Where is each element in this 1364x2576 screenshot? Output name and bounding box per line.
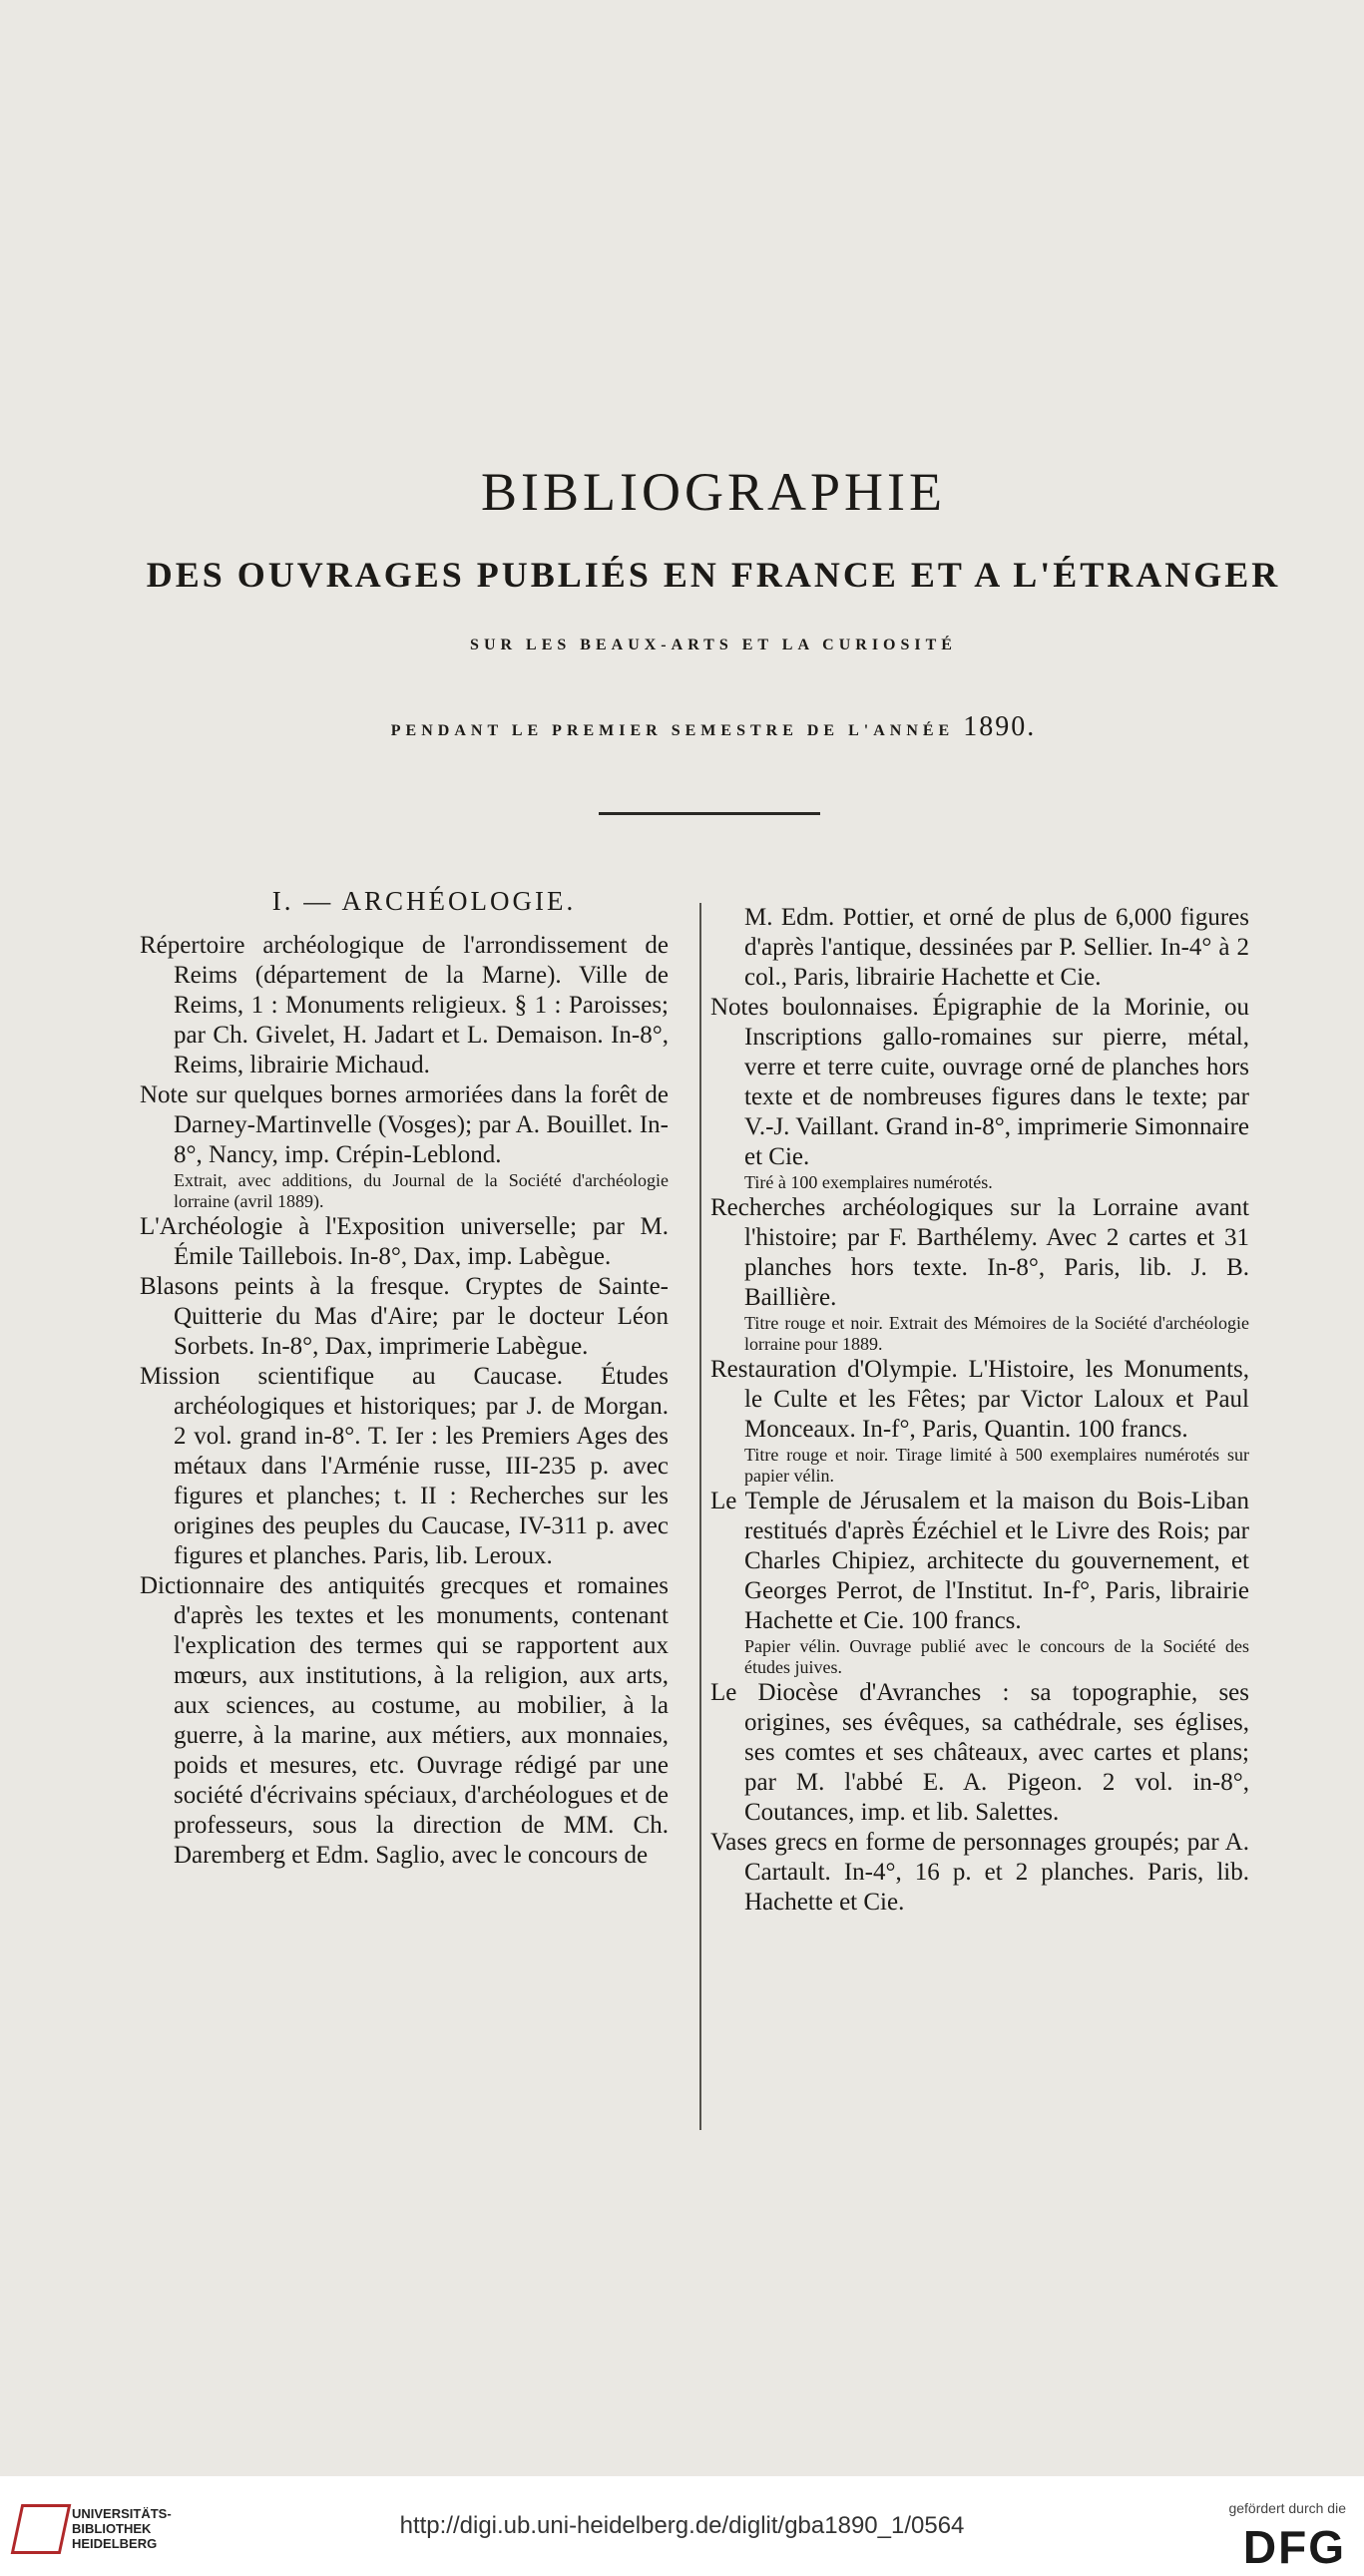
left-column <box>140 886 669 1871</box>
logo-line: BIBLIOTHEK <box>72 2521 152 2536</box>
bibliography-entry: Dictionnaire des antiquités grecques et romaines d'après les textes et les monuments, contenant l'explication des termes qui se rapportent aux mœurs, aux institutions, à la religion, aux arts, aux sciences, au costume, au mobilier, à la guerre, à la marine, aux métiers, aux monnaies, poids et mesures, etc. Ouvrage rédigé par une société d'écrivains spéciaux, d'archéologues et de professeurs, sous la direction de MM. Ch. Daremberg et Edm. Saglio, avec le concours de <box>140 1572 669 1869</box>
bibliography-entry: Restauration d'Olympie. L'Histoire, les Monuments, le Culte et les Fêtes; par Victor Laloux et Paul Monceaux. In-f°, Paris, Quantin. 100 francs. <box>710 1356 1249 1443</box>
subtitle-line: SUR LES BEAUX-ARTS ET LA CURIOSITÉ <box>470 637 957 653</box>
bibliography-entry: L'Archéologie à l'Exposition universelle; par M. Émile Taillebois. In-8°, Dax, imp. Labègue. <box>140 1213 669 1270</box>
bibliography-entry: Notes boulonnaises. Épigraphie de la Morinie, ou Inscriptions gallo-romaines sur pierre, métal, verre et terre cuite, ouvrage orné de planches hors texte et de nombreuses figures dans le texte; par V.-J. Vaillant. Grand in-8°, imprimerie Simonnaire et Cie. <box>710 994 1249 1170</box>
dfg-logo: DFG <box>1242 2521 1346 2573</box>
page-title: BIBLIOGRAPHIE <box>481 462 946 522</box>
bibliography-entry: Le Temple de Jérusalem et la maison du Bois-Liban restitués d'après Ézéchiel et le Livre des Rois; par Charles Chipiez, architecte du gouvernement, et Georges Perrot, de l'Institut. In-f°, Paris, librairie Hachette et Cie. 100 francs. <box>710 1488 1249 1634</box>
entry-note: Extrait, avec additions, du Journal de la Société d'archéologie lorraine (avril 1889). <box>174 1170 669 1211</box>
left-entries <box>140 931 669 1871</box>
column-divider <box>699 903 701 2130</box>
entry-note: Titre rouge et noir. Tirage limité à 500 exemplaires numérotés sur papier vélin. <box>744 1445 1249 1486</box>
logo-line: UNIVERSITÄTS- <box>72 2506 172 2521</box>
permalink-url[interactable]: http://digi.ub.uni-heidelberg.de/diglit/gba1890_1/0564 <box>399 2512 965 2539</box>
logo-line: HEIDELBERG <box>72 2536 158 2551</box>
bibliography-entry: Vases grecs en forme de personnages groupés; par A. Cartault. In-4°, 16 p. et 2 planches. Paris, lib. Hachette et Cie. <box>710 1829 1249 1916</box>
bibliography-entry: Répertoire archéologique de l'arrondissement de Reims (département de la Marne). Ville de Reims, 1 : Monuments religieux. § 1 : Paroisses; par Ch. Givelet, H. Jadart et L. Demaison. In-8°, Reims, librairie Michaud. <box>140 932 669 1078</box>
year-text: 1890. <box>963 711 1037 742</box>
funded-by-text: gefördert durch die <box>1228 2500 1346 2516</box>
bibliography-entry: Le Diocèse d'Avranches : sa topographie, ses origines, ses évêques, sa cathédrale, ses églises, ses comtes et ses châteaux, avec cartes et plans; par M. l'abbé E. A. Pigeon. 2 vol. in-8°, Coutances, imp. et lib. Salettes. <box>710 1679 1249 1826</box>
bibliography-entry: Recherches archéologiques sur la Lorraine avant l'histoire; par F. Barthélemy. Avec 2 cartes et 31 planches hors texte. In-8°, Paris, lib. J. B. Baillière. <box>710 1194 1249 1311</box>
section-heading: I. — ARCHÉOLOGIE. <box>271 886 577 916</box>
bibliography-entry: Mission scientifique au Caucase. Études archéologiques et historiques; par J. de Morgan. 2 vol. grand in-8°. T. Ier : les Premiers Ages des métaux dans l'Arménie russe, III-235 p. avec figures et planches; t. II : Recherches sur les origines des peuples du Caucase, IV-311 p. avec figures et planches. Paris, lib. Leroux. <box>140 1363 669 1569</box>
entry-note: Tiré à 100 exemplaires numérotés. <box>744 1172 993 1192</box>
entry-note: Titre rouge et noir. Extrait des Mémoires de la Société d'archéologie lorraine pour 1889. <box>744 1313 1249 1354</box>
bibliography-entry: Note sur quelques bornes armoriées dans la forêt de Darney-Martinvelle (Vosges); par A. Bouillet. In-8°, Nancy, imp. Crépin-Leblond. <box>140 1081 669 1168</box>
title-rule <box>599 812 820 815</box>
viewer-footer <box>0 2476 1364 2576</box>
bibliography-entry: Blasons peints à la fresque. Cryptes de Sainte-Quitterie du Mas d'Aire; par le docteur Léon Sorbets. In-8°, Dax, imprimerie Labègue. <box>140 1273 669 1360</box>
right-entries <box>710 903 1249 1918</box>
bibliography-entry-continued: M. Edm. Pottier, et orné de plus de 6,000 figures d'après l'antique, dessinées par P. Sellier. In-4° à 2 col., Paris, librairie Hachette et Cie. <box>744 904 1249 991</box>
right-column <box>710 903 1249 1918</box>
date-text: PENDANT LE PREMIER SEMESTRE DE L'ANNÉE <box>390 722 955 739</box>
date-line <box>0 711 1364 743</box>
entry-note: Papier vélin. Ouvrage publié avec le concours de la Société des études juives. <box>744 1636 1249 1677</box>
page-subtitle: DES OUVRAGES PUBLIÉS EN FRANCE ET A L'ÉTRANGER <box>146 555 1281 595</box>
